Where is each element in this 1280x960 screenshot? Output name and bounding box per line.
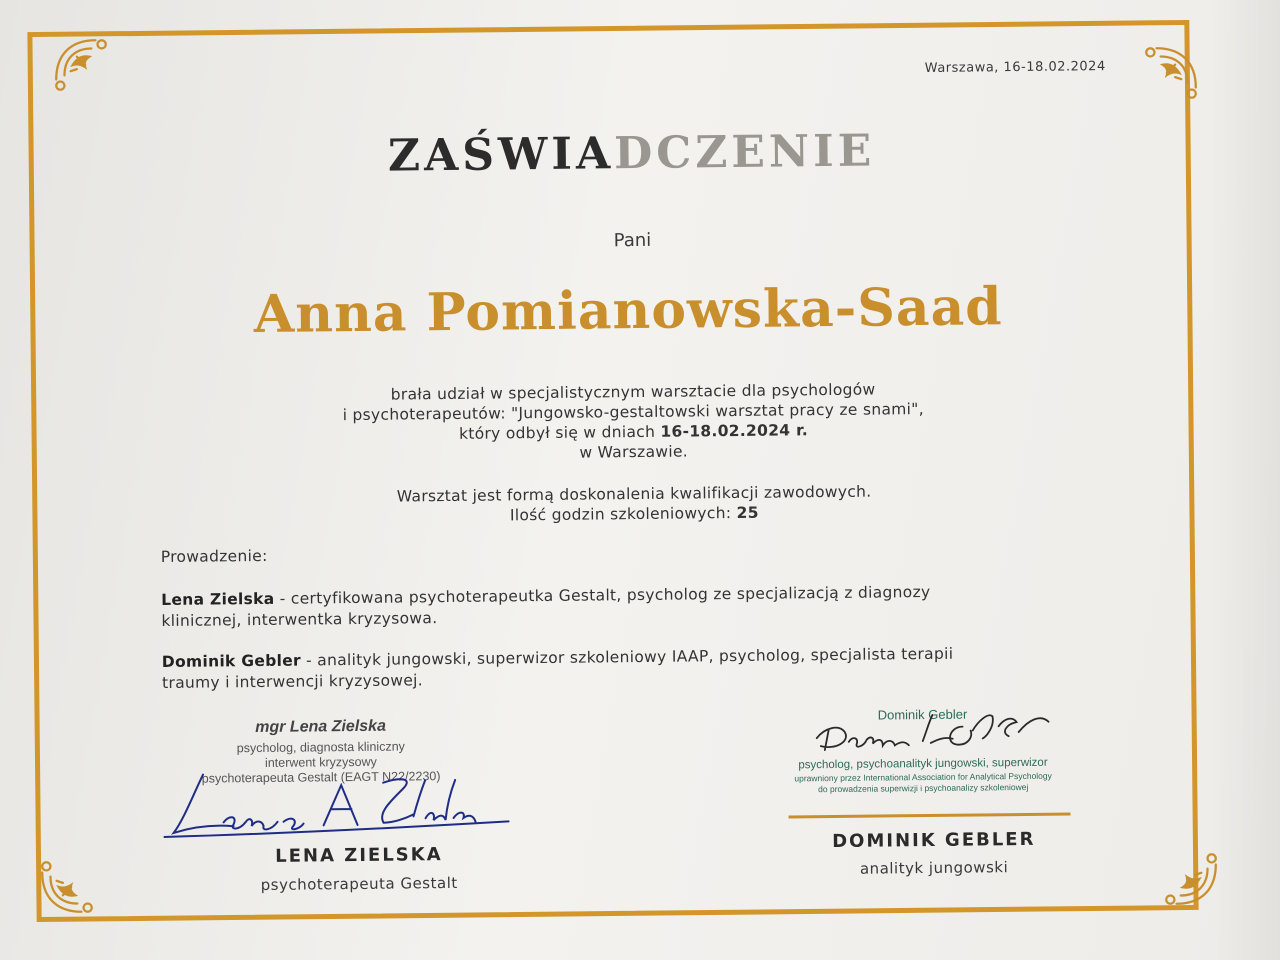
qualification-line: Warsztat jest formą doskonalenia kwalifikacji zawodowych. xyxy=(396,482,872,506)
leader-entry xyxy=(161,580,1081,632)
body-line: w Warszawie. xyxy=(579,442,689,462)
leader-entry xyxy=(162,642,1082,694)
leaders-section xyxy=(161,537,1083,714)
stamp-line: psychoterapeuta Gestalt (EAGT N22/2230) xyxy=(201,769,441,786)
certificate-title-light: DCZENIE xyxy=(613,125,876,180)
stamp-title: mgr Lena Zielska xyxy=(255,717,387,737)
workshop-dates: 16-18.02.2024 r. xyxy=(660,421,809,441)
leader-description: - analityk jungowski, superwizor szkoleniowy IAAP, psycholog, specjalista terapii xyxy=(300,644,954,670)
stamp-line: interwent kryzysowy xyxy=(264,754,377,770)
stamp-role: psycholog, psychoanalityk jungowski, superwizor xyxy=(798,756,1048,772)
body-line: brała udział w specjalistycznym warsztacie dla psychologów xyxy=(390,380,876,404)
certificate-body xyxy=(0,375,1268,530)
stamp-line: psycholog, diagnosta kliniczny xyxy=(236,739,405,756)
certificate-title xyxy=(0,121,1267,185)
leader-description-cont: klinicznej, interwentka kryzysowa. xyxy=(161,609,438,631)
hours-value: 25 xyxy=(736,503,759,522)
signatory-right-name: DOMINIK GEBLER xyxy=(832,828,1036,853)
leader-description-cont: traumy i interwencji kryzysowej. xyxy=(162,671,424,693)
signatory-left-name: LENA ZIELSKA xyxy=(275,844,443,867)
place-date: Warszawa, 16-18.02.2024 xyxy=(924,59,1106,76)
certificate-title-dark: ZAŚWIA xyxy=(387,128,615,182)
stamp-small-line: do prowadzenia superwizji i psychoanalizy szkoleniowej xyxy=(818,781,1029,795)
body-line: i psychoterapeutów: "Jungowsko-gestaltowski warsztat pracy ze snami", xyxy=(342,400,924,425)
hours-label: Ilość godzin szkoleniowych: xyxy=(509,504,732,525)
signature-dominik-gebler-icon xyxy=(812,706,1063,759)
body-line: który odbył się w dniach xyxy=(458,422,656,443)
signatory-right-role: analityk jungowski xyxy=(859,858,1009,878)
salutation: Pani xyxy=(613,229,652,252)
leader-name: Lena Zielska xyxy=(161,589,275,610)
leaders-heading: Prowadzenie: xyxy=(160,546,268,567)
recipient-name: Anna Pomianowska-Saad xyxy=(253,276,1003,346)
signatory-left-role: psychoterapeuta Gestalt xyxy=(260,873,458,894)
stamp-name: Dominik Gebler xyxy=(877,706,968,723)
stamp-small-line: uprawniony przez International Association for Analytical Psychology xyxy=(794,770,1052,784)
leader-description: - certyfikowana psychoterapeutka Gestalt, psycholog ze specjalizacją z diagnozy xyxy=(274,582,931,608)
signature-line-right xyxy=(789,813,1071,819)
signature-lena-zielska-icon xyxy=(163,761,514,845)
leader-name: Dominik Gebler xyxy=(161,651,301,672)
